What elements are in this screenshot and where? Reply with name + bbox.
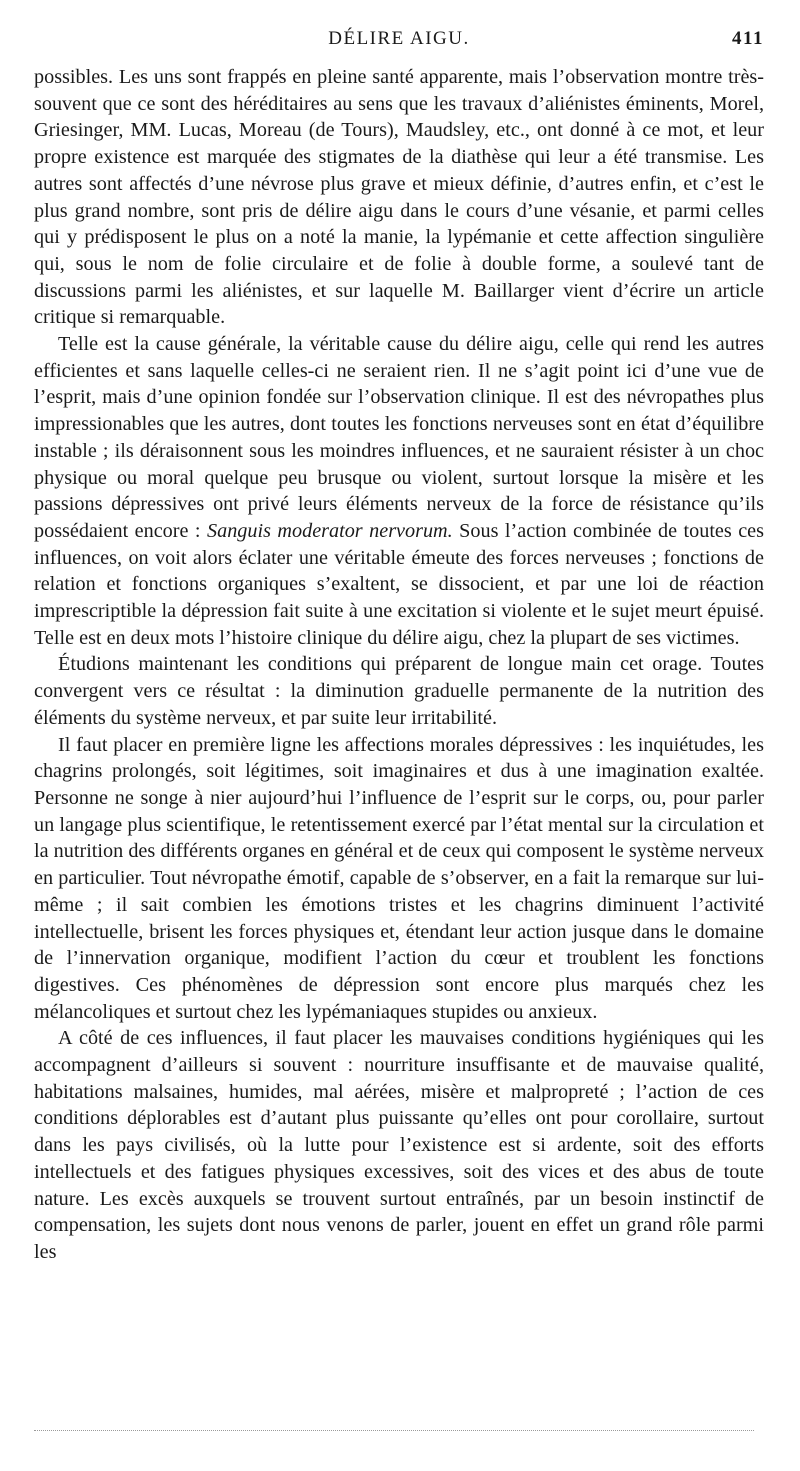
running-header xyxy=(34,28,764,58)
paragraph-4-text: Il faut placer en première ligne les affections morales dépressives : les inquiétudes, les chagrins prolongés, soit légitimes, soit imaginaires et dus à une imagination exaltée. Personne ne songe à nier aujourd’hui l’influence de l’esprit sur le corps, ou, pour parler un langage plus scientifique, le retentissement exercé par l’état mental sur la circulation et la nutrition des différents organes en général et de ceux qui composent le système nerveux en particulier. Tout névropathe émotif, capable de s’observer, en a fait la remarque sur lui-même ; il sait combien les émotions tristes et les chagrins diminuent l’activité intellectuelle, brisent les forces physiques et, étendant leur action jusque dans le domaine de l’innervation organique, modifient l’action du cœur et troublent les fonctions digestives. Ces phénomènes de dépression sont encore plus marqués chez les mélancoliques et surtout chez les lypémaniaques stupides ou anxieux. xyxy=(34,733,764,1023)
paragraph-3 xyxy=(34,651,764,731)
page-number: 411 xyxy=(732,28,764,49)
paragraph-4 xyxy=(34,732,764,1026)
running-title: DÉLIRE AIGU. xyxy=(328,28,470,49)
paragraph-5 xyxy=(34,1025,764,1265)
latin-quote: Sanguis moderator nervorum. xyxy=(207,519,453,542)
paragraph-2-text-a: Telle est la cause générale, la véritable cause du délire aigu, celle qui rend les autres efficientes et sans laquelle celles-ci ne seraient rien. Il ne s’agit point ici d’une vue de l’esprit, mais d’une opinion fondée sur l’observation clinique. Il est des névropathes plus impressionables que les autres, dont toutes les fonctions nerveuses sont en état d’équilibre instable ; ils déraisonnent sous les moindres influences, et ne sauraient résister à un choc physique ou moral quelque peu brusque ou violent, surtout lorsque la misère et les passions dépressives ont privé leurs éléments nerveux de la force de résistance qu’ils possédaient encore : xyxy=(34,333,764,542)
body-text xyxy=(34,64,764,1266)
paragraph-2-text-b: Sous l’action combinée de toutes ces influences, on voit alors éclater une véritable émeute des forces nerveuses ; fonctions de relation et fonctions organiques s’exaltent, se dissocient, et par une loi de réaction imprescriptible la dépression fait suite à une excitation si violente et le sujet meurt épuisé. Telle est en deux mots l’histoire clinique du délire aigu, chez la plupart de ses victimes. xyxy=(34,519,764,649)
paragraph-1-text: possibles. Les uns sont frappés en pleine santé apparente, mais l’observation montre très-souvent que ce sont des héréditaires au sens que les travaux d’aliénistes éminents, Morel, Griesinger, MM. Lucas, Moreau (de Tours), Maudsley, etc., ont donné à ce mot, et leur propre existence est marquée des stigmates de la diathèse qui leur a été transmise. Les autres sont affectés d’une névrose plus grave et mieux définie, d’autres enfin, et c’est le plus grand nombre, sont pris de délire aigu dans le cours d’une vésanie, et parmi celles qui y prédisposent le plus on a noté la manie, la lypémanie et cette affection singulière qui, sous le nom de folie circulaire et de folie à double forme, a soulevé tant de discussions parmi les aliénistes, et sur laquelle M. Baillarger vient d’écrire un article critique si remarquable. xyxy=(34,66,764,329)
paragraph-5-text: A côté de ces influences, il faut placer les mauvaises conditions hygiéniques qui les accompagnent d’ailleurs si souvent : nourriture insuffisante et de mauvaise qualité, habitations malsaines, humides, mal aérées, misère et malpropreté ; l’action de ces conditions déplorables est d’autant plus puissante qu’elles ont pour corollaire, surtout dans les pays civilisés, où la lutte pour l’existence est si ardente, soit des efforts intellectuels et des fatigues physiques excessives, soit des vices et des abus de toute nature. Les excès auxquels se trouvent surtout entraînés, par un besoin instinctif de compensation, les sujets dont nous venons de parler, jouent en effet un grand rôle parmi les xyxy=(34,1027,764,1263)
footer-dotted-rule xyxy=(34,1430,754,1431)
paragraph-3-text: Étudions maintenant les conditions qui préparent de longue main cet orage. Toutes convergent vers ce résultat : la diminution graduelle permanente de la nutrition des éléments du système nerveux, et par suite leur irritabilité. xyxy=(34,653,764,729)
paragraph-2 xyxy=(34,331,764,651)
paragraph-1 xyxy=(34,64,764,331)
